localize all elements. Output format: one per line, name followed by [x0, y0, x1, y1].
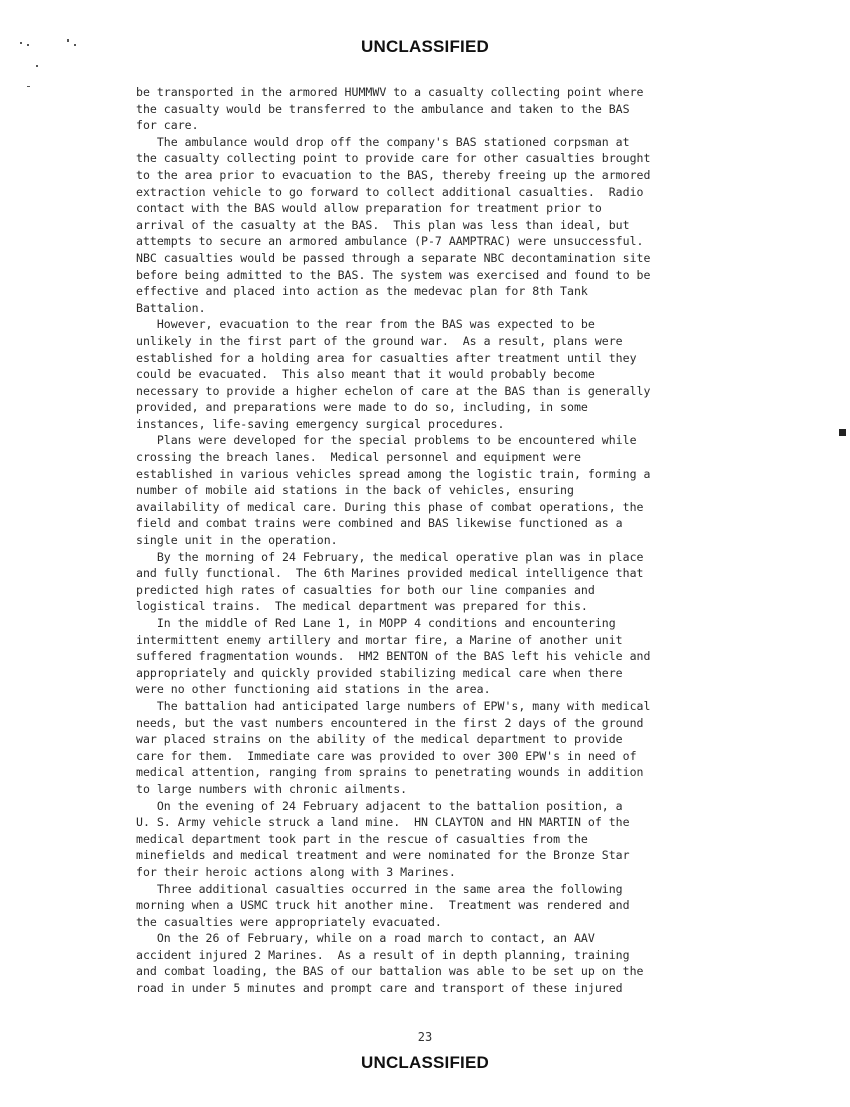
- text-line: contact with the BAS would allow preparation for treatment prior to: [136, 201, 602, 216]
- text-line: Plans were developed for the special problems to be encountered while: [136, 433, 637, 448]
- text-line: be transported in the armored HUMMWV to a casualty collecting point where: [136, 85, 644, 99]
- text-line: the casualty would be transferred to the ambulance and taken to the BAS: [136, 101, 630, 116]
- classification-footer: UNCLASSIFIED: [360, 1053, 490, 1072]
- text-line: could be evacuated. This also meant that it would probably become: [136, 367, 595, 382]
- text-line: before being admitted to the BAS. The system was exercised and found to be: [136, 267, 651, 282]
- text-line: road in under 5 minutes and prompt care and transport of these injured: [136, 981, 623, 996]
- text-line: suffered fragmentation wounds. HM2 BENTON of the BAS left his vehicle and: [136, 649, 651, 664]
- text-line: war placed strains on the ability of the medical department to provide: [136, 732, 623, 747]
- text-line: On the 26 of February, while on a road march to contact, an AAV: [136, 931, 595, 946]
- text-line: effective and placed into action as the medevac plan for 8th Tank: [136, 284, 588, 299]
- text-line: care for them. Immediate care was provided to over 300 EPW's in need of: [136, 748, 637, 763]
- text-line: the casualty collecting point to provide care for other casualties brought: [136, 151, 651, 166]
- text-line: intermittent enemy artillery and mortar fire, a Marine of another unit: [136, 632, 623, 647]
- page-number: 23: [417, 1030, 433, 1044]
- text-line: to large numbers with chronic ailments.: [136, 781, 408, 796]
- text-line: for their heroic actions along with 3 Marines.: [136, 864, 456, 879]
- text-line: However, evacuation to the rear from the BAS was expected to be: [136, 317, 595, 332]
- text-line: established in various vehicles spread among the logistic train, forming a: [136, 466, 651, 481]
- text-line: minefields and medical treatment and were nominated for the Bronze Star: [136, 848, 630, 863]
- text-line: appropriately and quickly provided stabilizing medical care when there: [136, 665, 623, 680]
- text-line: instances, life-saving emergency surgical procedures.: [136, 416, 505, 431]
- text-line: number of mobile aid stations in the back of vehicles, ensuring: [136, 483, 574, 498]
- text-line: medical department took part in the rescue of casualties from the: [136, 831, 588, 846]
- text-line: crossing the breach lanes. Medical personnel and equipment were: [136, 450, 581, 465]
- text-line: U. S. Army vehicle struck a land mine. HN CLAYTON and HN MARTIN of the: [136, 815, 630, 830]
- scan-speck: [27, 86, 30, 87]
- body-text: [136, 84, 766, 997]
- text-line: field and combat trains were combined and BAS likewise functioned as a: [136, 516, 623, 531]
- text-line: The battalion had anticipated large numbers of EPW's, many with medical: [136, 698, 651, 713]
- text-line: provided, and preparations were made to do so, including, in some: [136, 400, 588, 415]
- text-line: In the middle of Red Lane 1, in MOPP 4 conditions and encountering: [136, 616, 616, 630]
- text-line: to the area prior to evacuation to the BAS, thereby freeing up the armored: [136, 167, 651, 182]
- text-line: and fully functional. The 6th Marines provided medical intelligence that: [136, 566, 644, 581]
- text-line: single unit in the operation.: [136, 533, 338, 548]
- text-line: logistical trains. The medical department was prepared for this.: [136, 599, 588, 614]
- classification-header: UNCLASSIFIED: [360, 37, 490, 56]
- margin-mark: [839, 429, 846, 436]
- text-line: medical attention, ranging from sprains to penetrating wounds in addition: [136, 765, 644, 780]
- text-line: NBC casualties would be passed through a separate NBC decontamination site: [136, 250, 651, 265]
- text-line: attempts to secure an armored ambulance (P-7 AAMPTRAC) were unsuccessful.: [136, 234, 644, 249]
- text-line: predicted high rates of casualties for both our line companies and: [136, 582, 595, 597]
- text-line: accident injured 2 Marines. As a result of in depth planning, training: [136, 947, 630, 962]
- scan-speck: [36, 65, 38, 67]
- text-line: the casualties were appropriately evacuated.: [136, 914, 442, 929]
- text-line: for care.: [136, 118, 199, 133]
- text-line: On the evening of 24 February adjacent to the battalion position, a: [136, 798, 623, 813]
- text-line: availability of medical care. During this phase of combat operations, the: [136, 499, 644, 514]
- text-line: were no other functioning aid stations in the area.: [136, 682, 491, 697]
- text-line: morning when a USMC truck hit another mine. Treatment was rendered and: [136, 898, 630, 913]
- text-line: needs, but the vast numbers encountered in the first 2 days of the ground: [136, 715, 644, 730]
- text-line: extraction vehicle to go forward to collect additional casualties. Radio: [136, 184, 644, 199]
- text-line: arrival of the casualty at the BAS. This plan was less than ideal, but: [136, 217, 630, 232]
- text-line: Battalion.: [136, 300, 206, 315]
- text-line: established for a holding area for casualties after treatment until they: [136, 350, 637, 365]
- text-line: unlikely in the first part of the ground war. As a result, plans were: [136, 333, 623, 348]
- text-line: necessary to provide a higher echelon of care at the BAS than is generally: [136, 383, 651, 398]
- text-line: By the morning of 24 February, the medical operative plan was in place: [136, 549, 644, 564]
- text-line: Three additional casualties occurred in the same area the following: [136, 881, 623, 896]
- text-line: and combat loading, the BAS of our battalion was able to be set up on the: [136, 964, 644, 979]
- text-line: The ambulance would drop off the company's BAS stationed corpsman at: [136, 134, 630, 149]
